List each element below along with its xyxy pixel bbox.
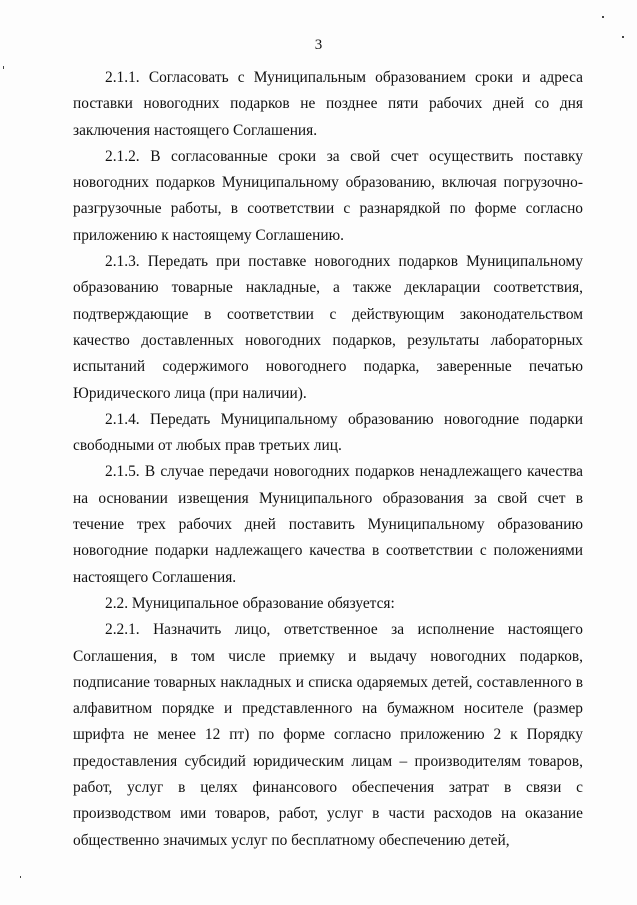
scan-mark (602, 16, 604, 18)
paragraph-2-1-2: 2.1.2. В согласованные сроки за свой счет осуществить поставку новогодних подарков Муниципальному образованию, включая погрузочно-разгрузочные работы, в соответствии с разнарядкой по форме согласно приложению к настоящему Соглашению. (73, 147, 583, 244)
paragraph-2-1-3: 2.1.3. Передать при поставке новогодних подарков Муниципальному образованию товарные накладные, а также декларации соответствия, подтверждающие в соответствии с действующим законодательством качество доставленных новогодних подарков, результаты лабораторных испытаний содержимого новогоднего подарка, заверенные печатью Юридического лица (при наличии). (73, 253, 583, 402)
scan-mark (3, 66, 4, 69)
paragraph-2-2-1: 2.2.1. Назначить лицо, ответственное за исполнение настоящего Соглашения, в том числе приемку и выдачу новогодних подарков, подписание товарных накладных и списка одаряемых детей, составленного в алфавитном порядке и представленного на бумажном носителе (размер шрифта не менее 12 пт) по форме согласно приложению 2 к Порядку предоставления субсидий юридическим лицам – производителям товаров, работ, услуг в целях финансового обеспечения затрат в связи с производством ими товаров, работ, услуг в части расходов на оказание общественно значимых услуг по бесплатному обеспечению детей, (73, 621, 583, 849)
paragraph-2-2: 2.2. Муниципальное образование обязуется: (105, 594, 395, 612)
paragraph-2-1-1: 2.1.1. Согласовать с Муниципальным образованием сроки и адреса поставки новогодних подарков не позднее пяти рабочих дней со дня заключения настоящего Соглашения. (73, 69, 583, 139)
paragraph-2-1-5: 2.1.5. В случае передачи новогодних подарков ненадлежащего качества на основании извещения Муниципального образования за свой счет в течение трех рабочих дней поставить Муниципальному образованию новогодние подарки надлежащего качества в соответствии с положениями настоящего Соглашения. (73, 463, 583, 586)
paragraph-2-1-4: 2.1.4. Передать Муниципальному образованию новогодние подарки свободными от любых прав третьих лиц. (73, 410, 583, 455)
scan-mark (20, 876, 21, 878)
page-number: 3 (314, 37, 323, 53)
document-body (73, 65, 583, 854)
